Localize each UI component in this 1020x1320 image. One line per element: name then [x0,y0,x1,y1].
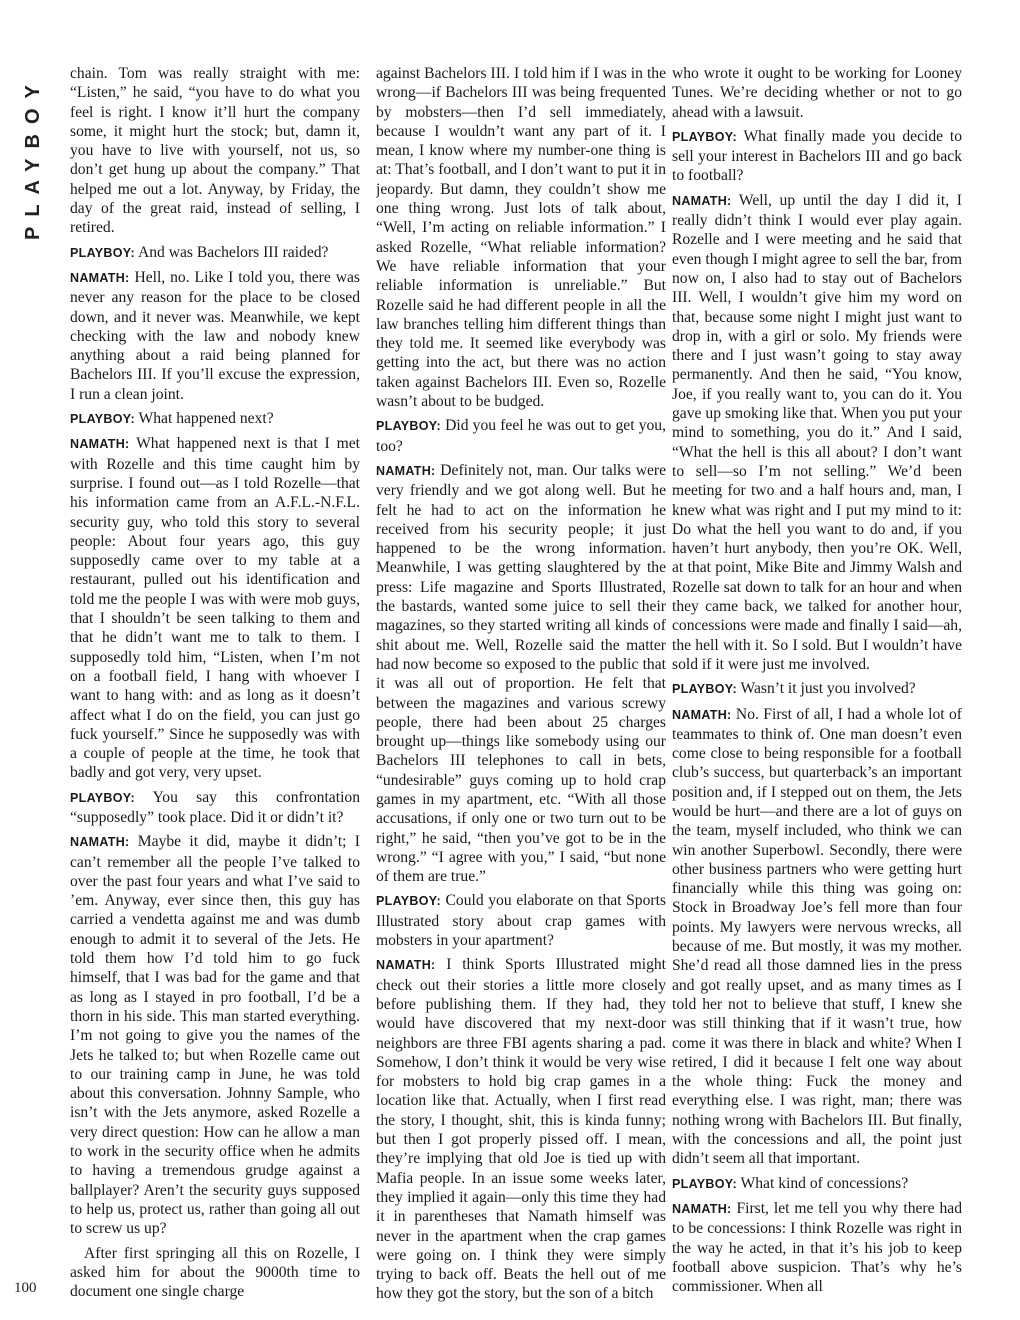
paragraph-text: who wrote it ought to be working for Looney Tunes. We’re deciding whether or not to go ahead with a lawsuit. [672,65,962,121]
page-number: 100 [14,1280,37,1296]
paragraph-text: Could you elaborate on that Sports Illustrated story about crap games with mobsters in your apartment? [376,892,666,950]
speaker-label: PLAYBOY: [70,412,135,427]
article-paragraph [70,1244,360,1302]
speaker-label: PLAYBOY: [376,419,441,434]
article-paragraph [376,416,666,456]
paragraph-text: What happened next? [134,410,274,428]
masthead-text: PLAYBOY [22,75,44,240]
paragraph-text: After first springing all this on Rozelle, I asked him for about the 9000th time to document one single charge [70,1244,360,1301]
paragraph-text: Well, up until the day I did it, I really didn’t think I would ever play again. Rozelle and I were meeting and he said that even though I might agree to sell the bar, from now on, I also had to stay out of Bachelors III. Well, I wouldn’t give him my word on that, because some night I might just want to drop in, with a girl or solo. My friends were there and I just wasn’t going to stay away permanently. And then he said, “You know, Joe, if you really want to, you can do it. You gave up smoking like that. When you put your mind to something, you do it.” And I said, “What the hell is this all about? I don’t want to sell—so I’m not selling.” We’d been meeting for two and a half hours and, man, I knew what was right and I put my mind to it: Do what the hell you want to do and, if you haven’t hurt anybody, then you’re OK. Well, at that point, Mike Bite and Jimmy Walsh and Rozelle sat down to talk for an hour and when they came back, we talked for another hour, concessions were made and finally I said—ah, the hell with it. So I sold. But I wouldn’t have sold if it were just me involved. [672,191,962,673]
paragraph-text: Wasn’t it just you involved? [736,680,916,698]
article-paragraph [672,705,962,1169]
paragraph-text: No. First of all, I had a whole lot of teammates to think of. One man doesn’t even come close to being responsible for a football club’s success, but quarterback’s an important position and, if I stepped out on them, the Jets would be hurt—and there are a lot of guys on the team, myself included, who think we can win another Superbowl. Secondly, there were other business partners who were getting hurt financially while this thing was going on: Stock in Broadway Joe’s fell more than four points. My lawyers were nervous wrecks, all because of me. But mostly, it was my mother. She’d read all those damned lies in the press and got really upset, and as many times as I told her not to believe that stuff, I knew she was still thinking that if it wasn’t true, how come it was there in black and white? When I retired, I did it because I felt one way about the whole thing: Fuck the money and everything else. I was right, man; there was nothing wrong with Bachelors III. But finally, with the concessions and all, the point just didn’t seem all that important. [672,705,962,1168]
article-paragraph [376,891,666,950]
paragraph-text: against Bachelors III. I told him if I was in the wrong—if Bachelors III was being frequented by mobsters—then I’d sell immediately, because I wouldn’t want any part of it. I mean, I know where my number-one thing is at: That’s football, and I don’t want to put it in jeopardy. But damn, they couldn’t show me one thing wrong. Just lots of talk about, “Well, I’m acting on reliable information.” I asked Rozelle, “What reliable information? We have reliable information that your reliable information is unreliable.” But Rozelle said he had different people in all the law branches telling him different things than they told me. It seemed like everybody was getting into the act, but there was no action taken against Bachelors III. Even so, Rozelle wasn’t about to be budged. [376,65,666,411]
article-paragraph [70,434,360,782]
paragraph-text: Definitely not, man. Our talks were very friendly and we got along well. But he felt he had to act on the information he received from his security people; it just happened to be the wrong information. Meanwhile, I was getting slaughtered by the press: Life magazine and Sports Illustrated, the bastards, wanted some juice to sell their magazines, so they started writing all kinds of shit about me. Well, Rozelle said the matter had now become so exposed to the public that it was all out of proportion. He felt that between the magazines and various screwy people, there had been about 25 charges brought up—things like somebody using our Bachelors III telephones to call in bets, “undesirable” guys coming up to hold crap games in my apartment, etc. “With all those accusations, if only one or two turn out to be right,” he said, “then you’ve got to be in the wrong.” “I agree with you,” I said, “but none of them are true.” [376,461,666,886]
article-paragraph [70,64,360,238]
paragraph-text: Did you feel he was out to get you, too? [376,417,666,455]
paragraph-text: What kind of concessions? [736,1174,909,1192]
article-paragraph [376,64,666,411]
article-paragraph [70,268,360,404]
speaker-label: NAMATH: [70,270,130,285]
paragraph-text: I think Sports Illustrated might check out their stories a little more closely before publishing them. If they had, they would have discovered that my next-door neighbors are three FBI agents sharing a pad. Somehow, I don’t think it would be very wise for mobsters to hold big crap games in a location like that. Actually, when I first read the story, I thought, shit, this is kinda funny; but then I got properly pissed off. I mean, they’re implying that old Joe is tied up with Mafia people. In an issue some weeks later, they implied it again—only this time they had it in parentheses that Namath himself was never in the apartment when the crap games were going on. I think they were simply trying to back off. Beats the hell out of me how they got the story, but the son of a bitch [376,956,666,1303]
text-column-2 [376,64,666,1304]
speaker-label: NAMATH: [70,437,130,452]
speaker-label: PLAYBOY: [70,245,135,260]
article-paragraph [70,832,360,1238]
speaker-label: PLAYBOY: [672,1176,737,1191]
article-paragraph [376,461,666,887]
speaker-label: NAMATH: [672,707,732,722]
article-paragraph [376,955,666,1303]
article-paragraph [70,243,360,263]
paragraph-text: What finally made you decide to sell your interest in Bachelors III and go back to football? [672,127,962,185]
speaker-label: PLAYBOY: [672,682,737,697]
article-paragraph [672,127,962,186]
speaker-label: NAMATH: [70,835,130,850]
speaker-label: NAMATH: [672,193,732,208]
article-paragraph [672,1174,962,1194]
paragraph-text: Maybe it did, maybe it didn’t; I can’t remember all the people I’ve talked to over the past four years and what I’ve said to ’em. Anyway, ever since then, this guy has carried a vendetta against me and was dumb enough to admit it to several of the Jets. He told them how I’d told him to go fuck himself, that I was bad for the game and that as long as I stayed in pro football, I’d be a thorn in his side. This man started everything. I’m not going to give you the names of the Jets he talked to; but when Rozelle came out to our training camp in June, he was told about this conversation. Johnny Sample, who isn’t with the Jets anymore, asked Rozelle a very direct question: How can he allow a man to work in the security office when he admits to having a tremendous grudge against a ballplayer? Aren’t the security guys supposed to help us, protect us, rather than going all out to screw us up? [70,833,360,1238]
article-paragraph [672,679,962,699]
speaker-label: NAMATH: [376,958,436,973]
paragraph-text: What happened next is that I met with Rozelle and this time caught him by surprise. I found out—as I told Rozelle—that his information came from an A.F.L.-N.F.L. security guy, who told this story to several people: About four years ago, this guy supposedly came over to my table at a restaurant, pulled out his identification and told me the people I was with were mob guys, that I shouldn’t be seen talking to them and that he didn’t want me to talk to them. I supposedly told him, “Listen, when I’m not on a football field, I hang with whoever I want to hang with: and as long as it doesn’t affect what I do on the field, you can just go fuck yourself.” Since he supposedly was with a couple of people at the time, he took that badly and got very, very upset. [70,435,360,782]
article-paragraph [70,788,360,828]
speaker-label: NAMATH: [376,463,436,478]
speaker-label: NAMATH: [672,1201,732,1216]
paragraph-text: Hell, no. Like I told you, there was never any reason for the place to be closed down, and it never was. Meanwhile, we kept checking with the law and nobody knew anything about a raid being planned for Bachelors III. If you’ll excuse the expression, I run a clean joint. [70,268,360,403]
paragraph-text: And was Bachelors III raided? [134,243,329,261]
article-paragraph [672,64,962,122]
article-paragraph [672,191,962,674]
speaker-label: PLAYBOY: [672,129,737,144]
article-paragraph [70,409,360,429]
paragraph-text: You say this confrontation “supposedly” took place. Did it or didn’t it? [70,788,360,826]
speaker-label: PLAYBOY: [70,790,135,805]
speaker-label: PLAYBOY: [376,894,441,909]
text-column-3 [672,64,962,1304]
paragraph-text: First, let me tell you why there had to be concessions: I think Rozelle was right in the way he acted, in that it’s his job to keep football above suspicion. That’s why he’s commissioner. When all [672,1199,962,1296]
masthead-vertical [22,60,50,320]
text-column-1 [70,64,360,1304]
paragraph-text: chain. Tom was really straight with me: “Listen,” he said, “you have to do what you feel is right. I know it’ll hurt the company some, it might hurt the stock; but, damn it, you have to live with yourself, not us, so don’t get hung up about the company.” That helped me out a lot. Anyway, by Friday, the day of the great raid, instead of selling, I retired. [70,65,360,237]
article-paragraph [672,1199,962,1296]
